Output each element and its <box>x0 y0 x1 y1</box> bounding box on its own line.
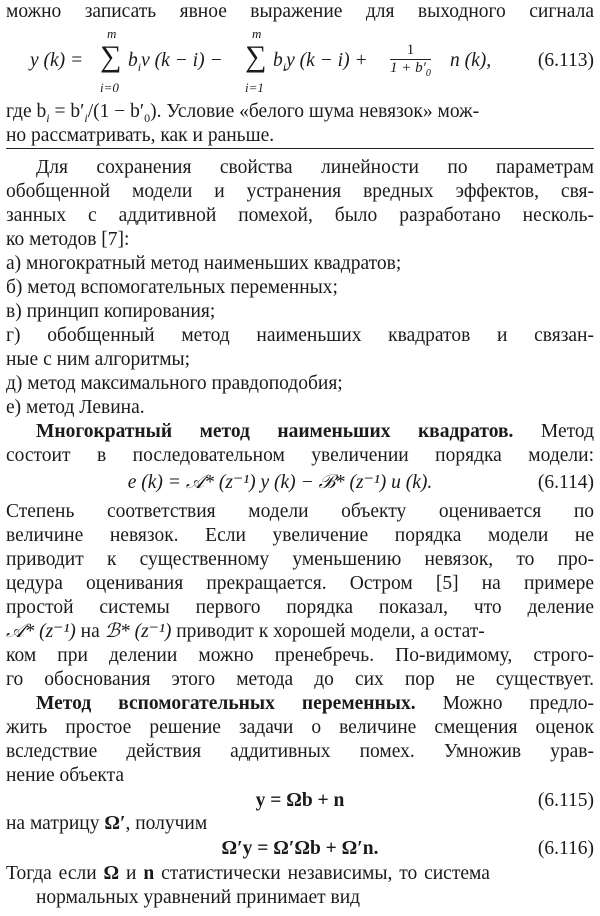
text-line: занных с аддитивной помехой, было разработано несколь- <box>6 205 594 226</box>
section-heading: Многократный метод наименьших квадратов. Метод <box>36 421 595 442</box>
text-line: на матрицу Ω′, получим <box>6 813 208 834</box>
list-item: б) метод вспомогательных переменных; <box>6 277 338 298</box>
text-line: приводит к существенному уменьшению невязок, то про- <box>6 549 594 570</box>
equation-number: (6.113) <box>537 50 594 71</box>
text-line: вследствие действия аддитивных помех. Умножив урав- <box>6 741 594 762</box>
section-divider <box>6 148 594 149</box>
text-line: жить простое решение задачи о величине смещения оценок <box>6 717 594 738</box>
text-line: ко методов [7]: <box>6 229 130 250</box>
equation-6-116: Ω′y = Ω′Ωb + Ω′n. (6.116) <box>221 838 594 859</box>
list-item: а) многократный метод наименьших квадратов; <box>6 253 402 274</box>
text-line: нормальных уравнений принимает вид <box>36 887 361 908</box>
text-line: можно записать явное выражение для выходного сигнала <box>6 1 594 22</box>
text-line: где $b_i = b'_i/(1 - b'_0)$. Условие «белого шума невязок» мож- <box>6 101 480 125</box>
text-line: простой системы первого порядка показал, что деление <box>6 597 594 618</box>
text-line: го обоснования этого метода до сих пор не существует. <box>6 669 594 690</box>
list-item: д) метод максимального правдоподобия; <box>6 373 343 394</box>
text-line: обобщенной модели и устранения вредных эффектов, свя- <box>6 181 594 202</box>
equation-6-114: e (k) = 𝒜* (z⁻¹) y (k) − ℬ* (z⁻¹) u (k). (6.114) <box>127 472 594 493</box>
text-line: но рассматривать, как и раньше. <box>6 125 275 146</box>
list-item: г) обобщенный метод наименьших квадратов и связан- <box>6 325 594 346</box>
section-heading: Метод вспомогательных переменных. Можно предло- <box>36 693 595 714</box>
text-line: цедура оценивания прекращается. Остром [5] на примере <box>6 573 594 594</box>
equation-6-115: y = Ωb + n (6.115) <box>255 790 594 811</box>
list-item: е) метод Левина. <box>6 397 145 418</box>
equation-6-113: y (k) = ∑ m i=0 $b_iv$ (k − i) − ∑ m i=1 $b_iy$ (k − i) + $\frac{1}{1 + b'_0}$ n (k), (6.113) <box>30 26 594 95</box>
text-line: Тогда если Ω и n статистически независимы, то система <box>6 863 490 884</box>
text-line: величине невязок. Если увеличение порядка модели не <box>6 525 594 546</box>
text-line: состоит в последовательном увеличении порядка модели: <box>6 445 594 466</box>
text-line: ком при делении можно пренебречь. По-видимому, строго- <box>6 645 594 666</box>
text-line: Степень соответствия модели объекту оценивается по <box>6 501 594 522</box>
list-item: в) принцип копирования; <box>6 301 216 322</box>
text-line: 𝒜* (z⁻¹) на ℬ* (z⁻¹) приводит к хорошей модели, а остат- <box>6 621 485 642</box>
text-line: нение объекта <box>6 765 125 786</box>
list-item: ные с ним алгоритмы; <box>6 349 191 370</box>
text-line: Для сохранения свойства линейности по параметрам <box>36 157 594 178</box>
